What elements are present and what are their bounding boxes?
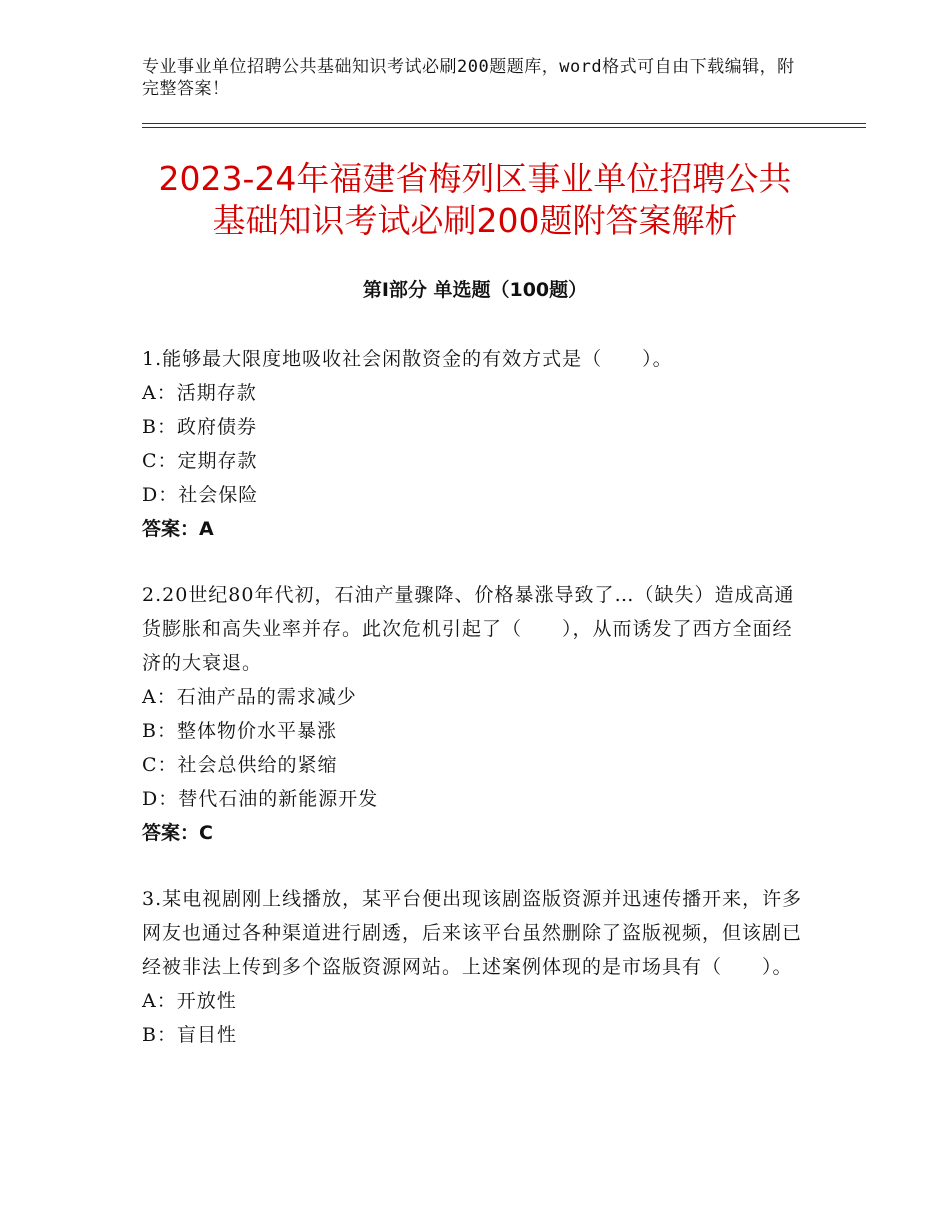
question-stem: 3.某电视剧刚上线播放，某平台便出现该剧盗版资源并迅速传播开来，许多网友也通过各种渠道进行剧透，后来该平台虽然删除了盗版视频，但该剧已经被非法上传到多个盗版资源网站。上述案例体现的是市场具有（ ）。 — [142, 888, 803, 978]
section-title: 第Ⅰ部分 单选题（100题） — [362, 279, 588, 301]
title-line-2: 基础知识考试必刷200题附答案解析 — [212, 201, 738, 240]
answer-label: 答案：C — [142, 822, 213, 844]
title-line-1: 2023-24年福建省梅列区事业单位招聘公共 — [158, 159, 792, 198]
question-stem: 1.能够最大限度地吸收社会闲散资金的有效方式是（ ）。 — [142, 348, 673, 370]
option-c: C：社会总供给的紧缩 — [142, 754, 338, 776]
header-note: 专业事业单位招聘公共基础知识考试必刷200题题库，word格式可自由下载编辑，附完整答案！ — [142, 57, 795, 99]
question-3 — [142, 882, 812, 1052]
option-b: B：政府债券 — [142, 416, 257, 438]
option-a: A：石油产品的需求减少 — [142, 686, 357, 708]
question-stem: 2.20世纪80年代初，石油产量骤降、价格暴涨导致了…（缺失）造成高通货膨胀和高失业率并存。此次危机引起了（ ），从而诱发了西方全面经济的大衰退。 — [142, 584, 795, 674]
answer-label: 答案：A — [142, 518, 214, 540]
question-1 — [142, 342, 812, 546]
document-title — [130, 158, 820, 242]
option-a: A：开放性 — [142, 990, 237, 1012]
option-d: D：替代石油的新能源开发 — [142, 788, 379, 810]
option-b: B：盲目性 — [142, 1024, 237, 1046]
question-list — [142, 342, 812, 1084]
option-a: A：活期存款 — [142, 382, 257, 404]
option-d: D：社会保险 — [142, 484, 259, 506]
header-rule-bottom — [142, 127, 866, 128]
option-b: B：整体物价水平暴涨 — [142, 720, 337, 742]
header-rule-top — [142, 123, 866, 124]
option-c: C：定期存款 — [142, 450, 258, 472]
question-2 — [142, 578, 812, 850]
